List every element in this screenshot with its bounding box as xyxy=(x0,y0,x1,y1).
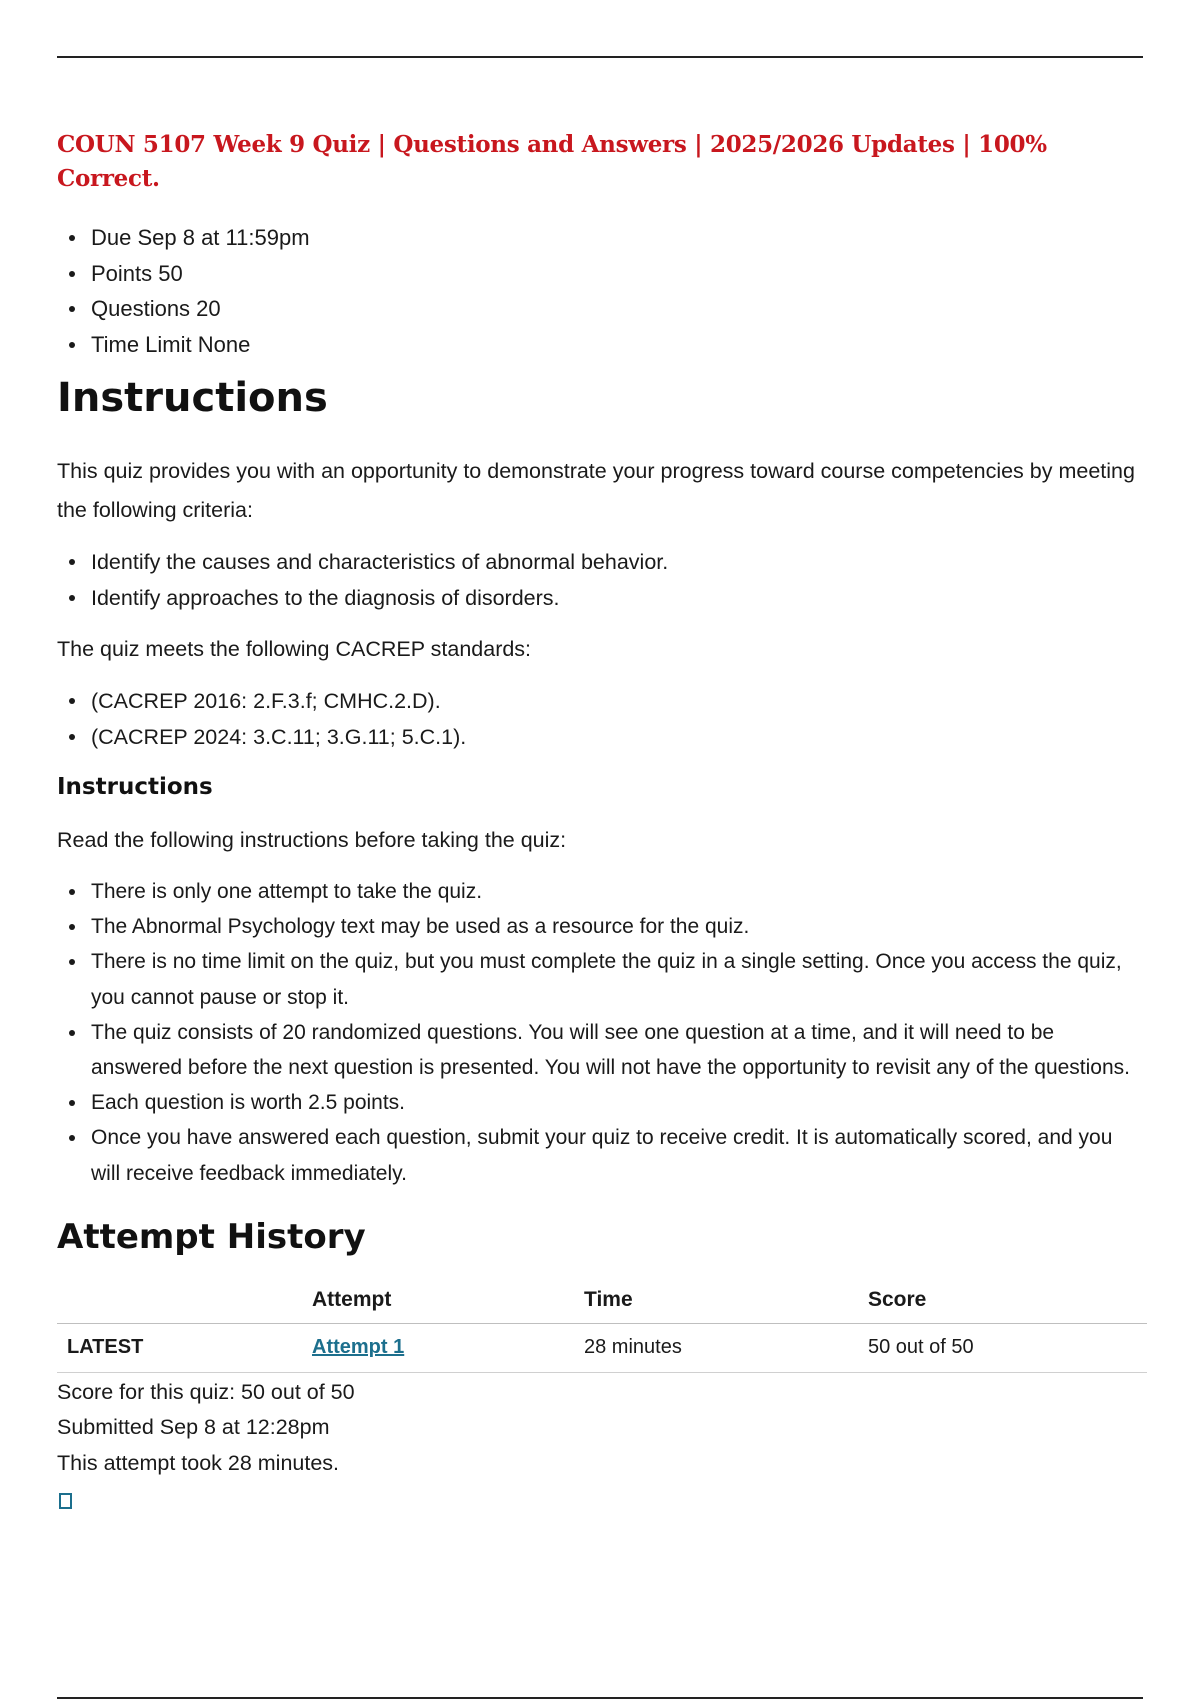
criteria-list xyxy=(57,544,1147,616)
criteria-item: Identify approaches to the diagnosis of disorders. xyxy=(91,580,1147,616)
quiz-meta-list xyxy=(57,220,1147,362)
meta-due: Due Sep 8 at 11:59pm xyxy=(91,220,1147,256)
standard-item: (CACREP 2016: 2.F.3.f; CMHC.2.D). xyxy=(91,683,1147,719)
attempt-summary xyxy=(57,1375,1147,1515)
time-cell: 28 minutes xyxy=(574,1323,858,1372)
read-intro: Read the following instructions before taking the quiz: xyxy=(57,828,567,852)
rule-item: The Abnormal Psychology text may be used as a resource for the quiz. xyxy=(91,909,1147,944)
top-rule xyxy=(57,56,1143,58)
attempt-link[interactable]: Attempt 1 xyxy=(312,1336,405,1359)
rule-item: Once you have answered each question, submit your quiz to receive credit. It is automatically scored, and you will receive feedback immediately. xyxy=(91,1120,1147,1190)
bottom-rule xyxy=(57,1697,1143,1699)
rules-list xyxy=(57,874,1147,1191)
table-row xyxy=(57,1323,1147,1372)
instructions-heading: Instructions xyxy=(57,375,328,421)
rule-item: There is only one attempt to take the quiz. xyxy=(91,874,1147,909)
rule-item: The quiz consists of 20 randomized questions. You will see one question at a time, and it will need to be answered before the next question is presented. You will not have the opportunity to revisit any of the questions. xyxy=(91,1015,1147,1085)
summary-submitted: Submitted Sep 8 at 12:28pm xyxy=(57,1415,330,1440)
attempt-history-table xyxy=(57,1277,1147,1373)
table-header-row xyxy=(57,1277,1147,1324)
rule-item: There is no time limit on the quiz, but you must complete the quiz in a single setting. Once you access the quiz, you cannot pause or stop it. xyxy=(91,944,1147,1014)
criteria-item: Identify the causes and characteristics of abnormal behavior. xyxy=(91,544,1147,580)
meta-time-limit: Time Limit None xyxy=(91,327,1147,363)
meta-points: Points 50 xyxy=(91,256,1147,292)
attempt-cell xyxy=(302,1323,574,1372)
instructions-intro: This quiz provides you with an opportunity to demonstrate your progress toward course competencies by meeting the following criteria: xyxy=(57,459,1135,522)
instructions-subheading: Instructions xyxy=(57,774,213,800)
column-header-attempt: Attempt xyxy=(302,1277,574,1324)
score-cell: 50 out of 50 xyxy=(858,1323,1147,1372)
column-header-label xyxy=(57,1277,302,1324)
latest-label: LATEST xyxy=(57,1323,302,1372)
column-header-score: Score xyxy=(858,1277,1147,1324)
meta-questions: Questions 20 xyxy=(91,291,1147,327)
standards-list xyxy=(57,683,1147,755)
attempt-history-heading: Attempt History xyxy=(57,1216,366,1257)
standard-item: (CACREP 2024: 3.C.11; 3.G.11; 5.C.1). xyxy=(91,719,1147,755)
summary-score: Score for this quiz: 50 out of 50 xyxy=(57,1379,355,1404)
document-body xyxy=(57,128,1147,1514)
placeholder-box-icon xyxy=(59,1493,72,1509)
standards-intro: The quiz meets the following CACREP standards: xyxy=(57,637,532,661)
summary-duration: This attempt took 28 minutes. xyxy=(57,1450,340,1475)
column-header-time: Time xyxy=(574,1277,858,1324)
rule-item: Each question is worth 2.5 points. xyxy=(91,1085,1147,1120)
document-title: COUN 5107 Week 9 Quiz | Questions and Answers | 2025/2026 Updates | 100% Correct. xyxy=(57,131,1047,192)
